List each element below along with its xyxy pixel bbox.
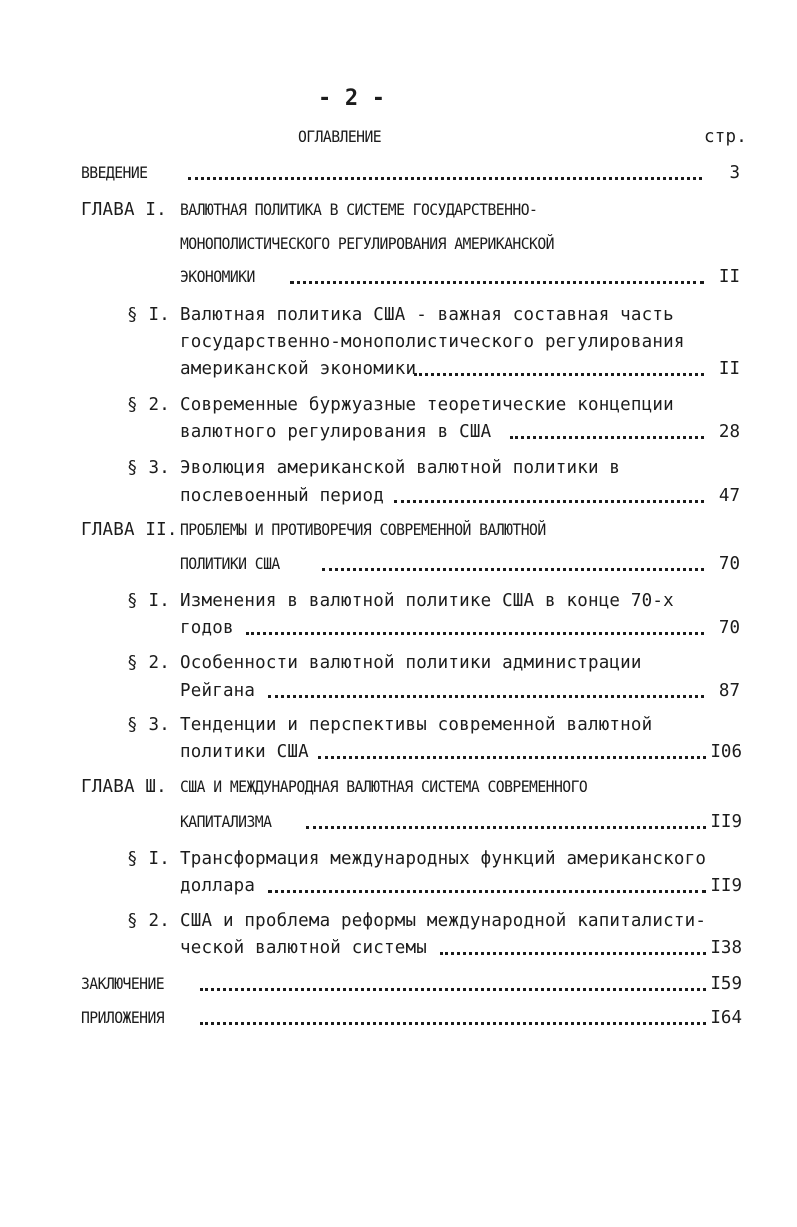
- section-3-1-line1: Трансформация международных функций американского: [180, 849, 707, 869]
- section-1-3-line1: Эволюция американской валютной политики в: [180, 458, 621, 478]
- section-3-2-line2: ческой валютной системы: [180, 938, 427, 958]
- toc-conclusion-page: I59: [710, 974, 742, 994]
- chapter-1-label: ГЛАВА I.: [81, 200, 167, 220]
- leader-dots: [414, 351, 704, 376]
- section-1-1-page: II: [718, 359, 740, 379]
- leader-dots: [318, 734, 706, 759]
- section-1-3-page: 47: [718, 486, 740, 506]
- leader-dots: [322, 546, 704, 571]
- leader-dots: [268, 868, 706, 893]
- section-1-3-line2: послевоенный период: [180, 486, 384, 506]
- section-2-3-line2: политики США: [180, 742, 309, 762]
- toc-appendix-page: I64: [710, 1008, 742, 1028]
- section-1-2-page: 28: [718, 422, 740, 442]
- leader-dots: [200, 1000, 706, 1025]
- section-2-3-line1: Тенденции и перспективы современной валютной: [180, 715, 653, 735]
- chapter-1-page: II: [718, 267, 740, 287]
- leader-dots: [290, 259, 704, 284]
- toc-appendix-label: ПРИЛОЖЕНИЯ: [81, 1008, 165, 1027]
- chapter-1-title-line3: ЭКОНОМИКИ: [180, 267, 255, 286]
- section-3-2-page: I38: [710, 938, 742, 958]
- section-3-2-line1: США и проблема реформы международной капиталисти-: [180, 911, 707, 931]
- page-number: - 2 -: [318, 86, 386, 111]
- section-2-2-line2: Рейгана: [180, 681, 256, 701]
- chapter-3-label: ГЛАВА Ш.: [81, 777, 167, 797]
- chapter-2-page: 70: [718, 554, 740, 574]
- section-1-1-line2: государственно-монополистического регулирования: [180, 332, 685, 352]
- section-1-2-line1: Современные буржуазные теоретические концепции: [180, 395, 674, 415]
- toc-intro-label: ВВЕДЕНИЕ: [81, 163, 148, 182]
- toc-conclusion-label: ЗАКЛЮЧЕНИЕ: [81, 974, 165, 993]
- chapter-2-label: ГЛАВА II.: [81, 520, 178, 540]
- section-3-1-line2: доллара: [180, 876, 256, 896]
- leader-dots: [394, 478, 704, 503]
- chapter-3-title-line1: США И МЕЖДУНАРОДНАЯ ВАЛЮТНАЯ СИСТЕМА СОВРЕМЕННОГО: [180, 777, 588, 796]
- section-1-1-line3: американской экономики: [180, 359, 417, 379]
- chapter-1-title-line2: МОНОПОЛИСТИЧЕСКОГО РЕГУЛИРОВАНИЯ АМЕРИКАНСКОЙ: [180, 234, 554, 253]
- leader-dots: [188, 155, 702, 180]
- leader-dots: [200, 966, 706, 991]
- chapter-3-page: II9: [710, 812, 742, 832]
- section-3-1-page: II9: [710, 876, 742, 896]
- leader-dots: [440, 930, 706, 955]
- section-3-1-number: § I.: [127, 849, 170, 869]
- section-2-3-page: I06: [710, 742, 742, 762]
- leader-dots: [510, 414, 704, 439]
- section-2-2-line1: Особенности валютной политики администрации: [180, 653, 642, 673]
- page-column-label: стр.: [704, 127, 747, 147]
- leader-dots: [306, 804, 706, 829]
- section-2-2-page: 87: [718, 681, 740, 701]
- section-1-1-number: § I.: [127, 305, 170, 325]
- section-2-1-line1: Изменения в валютной политике США в конце 70-х: [180, 591, 674, 611]
- section-3-2-number: § 2.: [127, 911, 170, 931]
- chapter-2-title-line1: ПРОБЛЕМЫ И ПРОТИВОРЕЧИЯ СОВРЕМЕННОЙ ВАЛЮТНОЙ: [180, 520, 546, 539]
- section-1-2-number: § 2.: [127, 395, 170, 415]
- chapter-3-title-line2: КАПИТАЛИЗМА: [180, 812, 272, 831]
- section-1-3-number: § 3.: [127, 458, 170, 478]
- section-2-2-number: § 2.: [127, 653, 170, 673]
- section-2-3-number: § 3.: [127, 715, 170, 735]
- toc-title: ОГЛАВЛЕНИЕ: [298, 127, 382, 146]
- section-2-1-line2: годов: [180, 618, 234, 638]
- leader-dots: [246, 610, 704, 635]
- section-1-2-line2: валютного регулирования в США: [180, 422, 492, 442]
- section-2-1-number: § I.: [127, 591, 170, 611]
- leader-dots: [268, 673, 704, 698]
- chapter-2-title-line2: ПОЛИТИКИ США: [180, 554, 280, 573]
- chapter-1-title-line1: ВАЛЮТНАЯ ПОЛИТИКА В СИСТЕМЕ ГОСУДАРСТВЕННО-: [180, 200, 538, 219]
- toc-intro-page: 3: [729, 163, 740, 183]
- section-2-1-page: 70: [718, 618, 740, 638]
- section-1-1-line1: Валютная политика США - важная составная часть: [180, 305, 674, 325]
